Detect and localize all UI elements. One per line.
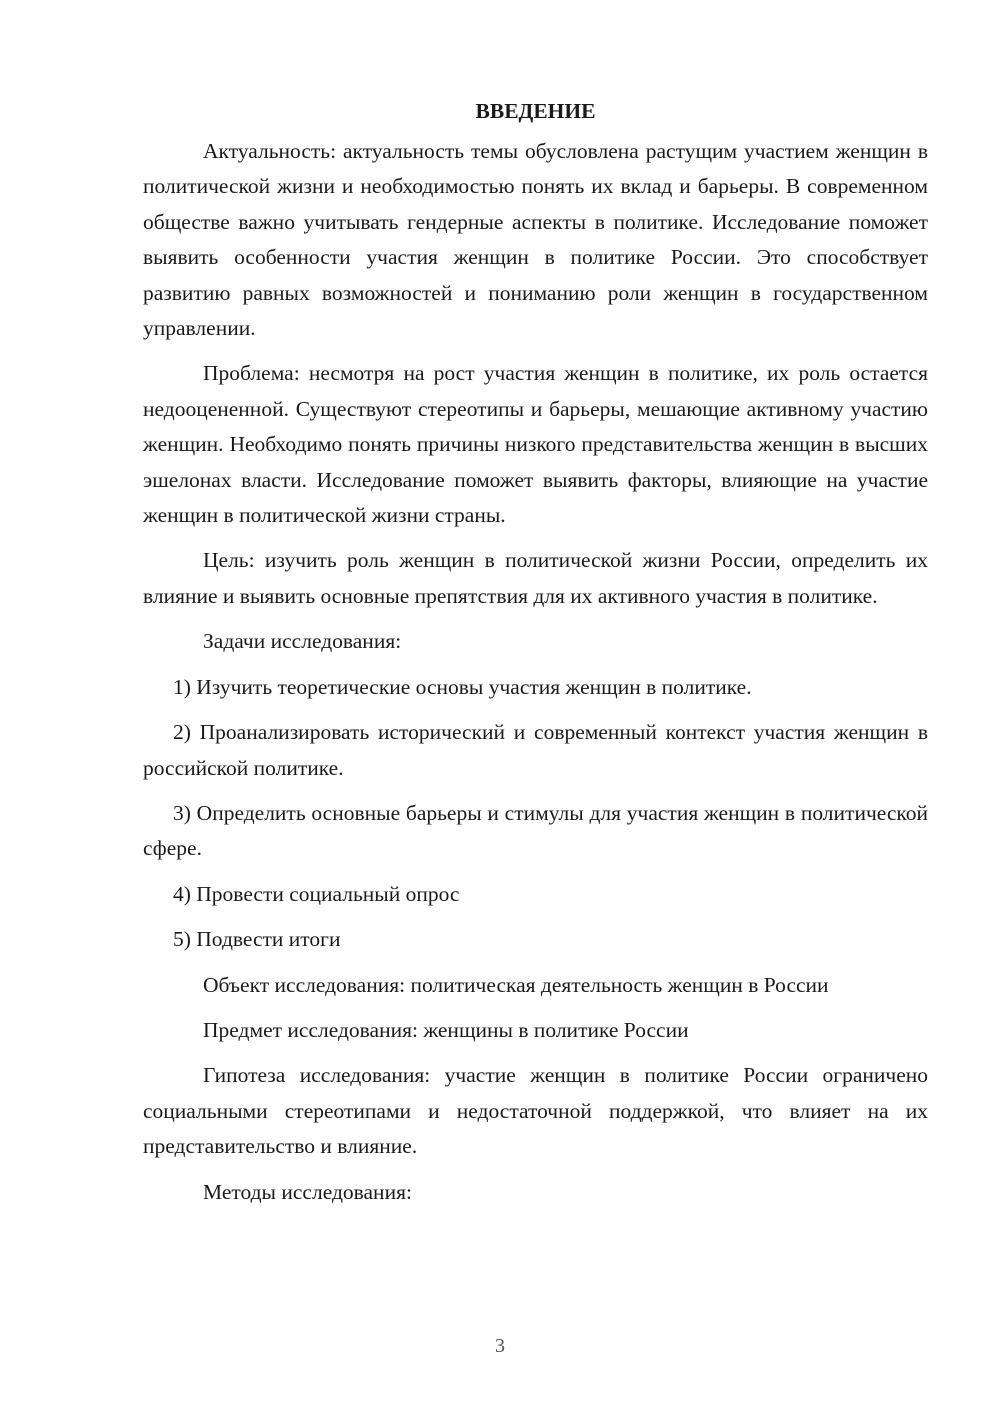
page-number: 3 <box>495 1335 505 1357</box>
task-item: 4) Провести социальный опрос <box>173 881 460 906</box>
task-item: 3) Определить основные барьеры и стимулы для участия женщин в политической сфере. <box>143 800 928 861</box>
paragraph-problem: Проблема: несмотря на рост участия женщин в политике, их роль остается недооцененной. Существуют стереотипы и барьеры, мешающие активному участию женщин. Необходимо понять причины низкого представительства женщин в высших эшелонах власти. Исследование поможет выявить факторы, влияющие на участие женщин в политической жизни страны. <box>143 361 928 528</box>
task-item: 2) Проанализировать исторический и современный контекст участия женщин в российской политике. <box>143 720 928 780</box>
document-body <box>143 98 928 1220</box>
paragraph-hypothesis: Гипотеза исследования: участие женщин в политике России ограничено социальными стереотипами и недостаточной поддержкой, что влияет на их представительство и влияние. <box>143 1063 928 1159</box>
task-item: 5) Подвести итоги <box>173 927 341 952</box>
methods-heading: Методы исследования: <box>203 1179 412 1204</box>
paragraph-subject: Предмет исследования: женщины в политике России <box>203 1017 689 1042</box>
paragraph-object: Объект исследования: политическая деятельность женщин в России <box>203 972 829 997</box>
tasks-heading: Задачи исследования: <box>203 629 402 654</box>
paragraph-goal: Цель: изучить роль женщин в политической жизни России, определить их влияние и выявить основные препятствия для их активного участия в политике. <box>143 548 928 608</box>
task-item: 1) Изучить теоретические основы участия женщин в политике. <box>173 674 752 699</box>
paragraph-relevance: Актуальность: актуальность темы обусловлена растущим участием женщин в политической жизни и необходимостью понять их вклад и барьеры. В современном обществе важно учитывать гендерные аспекты в политике. Исследование поможет выявить особенности участия женщин в политике России. Это способствует развитию равных возможностей и пониманию роли женщин в государственном управлении. <box>143 139 928 341</box>
section-title: ВВЕДЕНИЕ <box>475 99 596 123</box>
